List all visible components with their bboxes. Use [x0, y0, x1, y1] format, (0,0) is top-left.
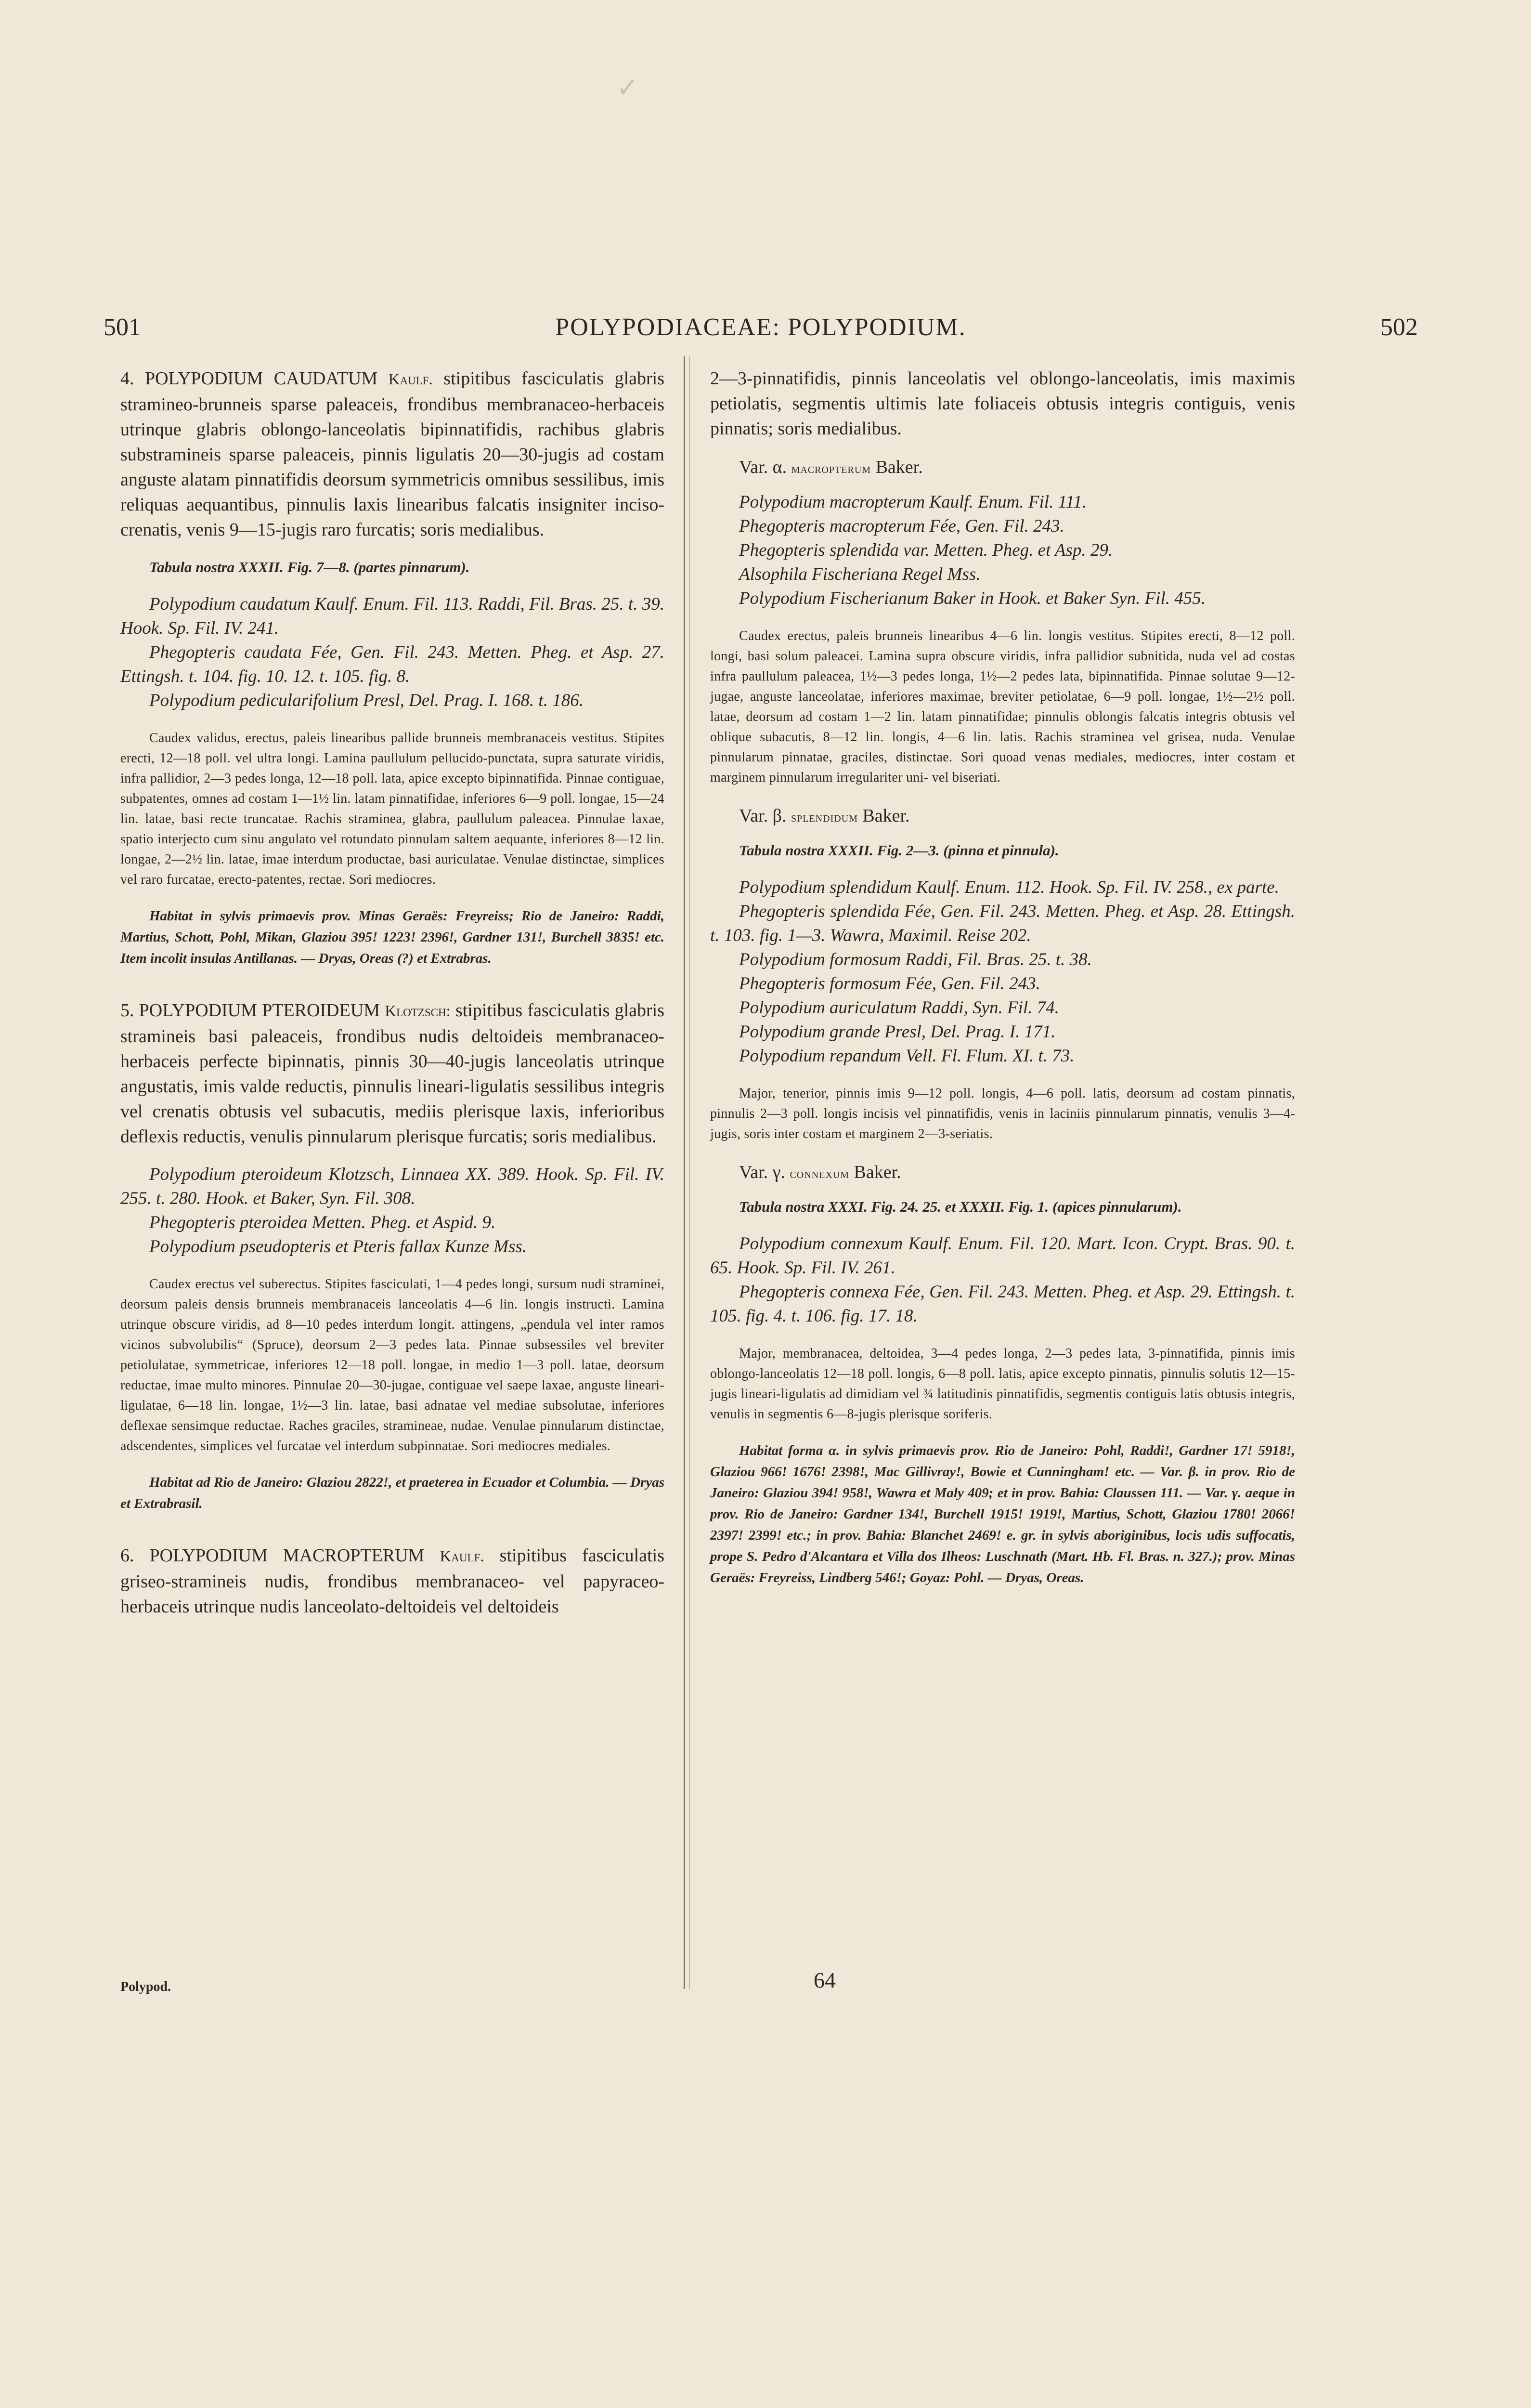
page-header [104, 313, 1418, 356]
species-6-diagnosis-text: stipitibus fasciculatis griseo-stramineis nudis, frondibus membranaceo- vel papyraceo-herbaceis utrinque nudis lanceolato-deltoideis vel deltoideis [120, 1545, 665, 1617]
species-4-diagnosis-text: stipitibus fasciculatis glabris stramineo-brunneis sparse paleaceis, frondibus membranaceo-herbaceis utrinque glabris oblongo-lanceolatis bipinnatifidis, rachibus glabris substramineis sparse paleaceis, pinnis ligulatis 20—30-jugis ad costam anguste alatam pinnatifidis deorsum symmetricis omnibus sessilibus, imis reliquas aequantibus, pinnulis laxis linearibus falcatis insigniter inciso-crenatis, venis 9—15-jugis raro furcatis; soris medialibus. [120, 368, 664, 540]
synonym: Phegopteris pteroidea Metten. Pheg. et Aspid. 9. [149, 1213, 496, 1232]
variety-author: Baker. [875, 457, 923, 477]
variety-gamma-plate-ref: Tabula nostra XXXI. Fig. 24. 25. et XXXII. Fig. 1. (apices pinnularum). [739, 1198, 1182, 1215]
variety-alpha-heading [739, 455, 1295, 482]
synonym: Phegopteris splendida Fée, Gen. Fil. 243. Metten. Pheg. et Asp. 28. Ettingsh. t. 103. fig. 1—3. Wawra, Maximil. Reise 202. [710, 902, 1295, 945]
species-6-diagnosis [120, 1543, 664, 1619]
species-6-habitat: Habitat forma α. in sylvis primaevis prov. Rio de Janeiro: Pohl, Raddi!, Gardner 17! 5918!, Glaziou 966! 1676! 2398!, Mac Gillivray!, Bowie et Cunningham! etc. — Var. β. in prov. Rio de Janeiro: Glaziou 394! 958!, Wawra et Maly 409; et in prov. Bahia: Claussen 111. — Var. γ. aeque in prov. Rio de Janeiro: Gardner 134!, Burchell 1915! 1919!, Martius, Schott, Glaziou 1780! 2066! 2397! 2399! etc.; in prov. Bahia: Blanchet 2469! e. gr. in sylvis aboriginibus, locis udis suffocatis, prope S. Pedro d'Alcantara et Villa dos Ilheos: Luschnath (Mart. Hb. Fl. Bras. n. 327.); prov. Minas Geraës: Freyreiss, Lindberg 546!; Goyaz: Pohl. — Dryas, Oreas. [710, 1443, 1295, 1585]
right-column [710, 366, 1295, 1617]
synonym: Polypodium caudatum Kaulf. Enum. Fil. 113. Raddi, Fil. Bras. 25. t. 39. Hook. Sp. Fil. IV. 241. [120, 594, 664, 638]
variety-name: splendidum [791, 810, 858, 825]
synonym: Polypodium grande Presl, Del. Prag. I. 171. [739, 1022, 1056, 1042]
species-6-author: Kaulf. [440, 1548, 484, 1565]
synonym: Polypodium pteroideum Klotzsch, Linnaea XX. 389. Hook. Sp. Fil. IV. 255. t. 280. Hook. et Baker, Syn. Fil. 308. [120, 1165, 664, 1208]
variety-name: connexum [790, 1166, 850, 1181]
species-5-diagnosis-text: stipitibus fasciculatis glabris stramineis basi paleaceis, frondibus nudis deltoideis membranaceo-herbaceis perfecte bipinnatis, pinnis 30—40-jugis lanceolatis utrinque angustatis, imis valde reductis, pinnulis lineari-ligulatis sessilibus integris vel crenatis obtusis vel subacutis, mediis plerisque laxis, inferioribus deflexis reductis, venulis pinnularum plerisque furcatis; soris medialibus. [120, 1000, 665, 1147]
synonym: Phegopteris splendida var. Metten. Pheg. et Asp. 29. [739, 540, 1113, 560]
species-4-habitat: Habitat in sylvis primaevis prov. Minas Geraës: Freyreiss; Rio de Janeiro: Raddi, Martius, Schott, Pohl, Mikan, Glaziou 395! 1223! 2396!, Gardner 131!, Burchell 3835! etc. Item incolit insulas Antillanas. — Dryas, Oreas (?) et Extrabras. [120, 908, 664, 966]
synonym: Polypodium pseudopteris et Pteris fallax Kunze Mss. [149, 1237, 527, 1256]
species-6-heading: 6. POLYPODIUM MACROPTERUM [120, 1545, 425, 1566]
variety-label: Var. α. [739, 457, 787, 477]
synonym: Polypodium repandum Vell. Fl. Flum. XI. t. 73. [739, 1046, 1075, 1066]
synonym: Polypodium auriculatum Raddi, Syn. Fil. 74. [739, 998, 1059, 1018]
species-5-description: Caudex erectus vel suberectus. Stipites fasciculati, 1—4 pedes longi, sursum nudi straminei, deorsum paleis densis brunneis membranaceis lanceolatis 4—6 lin. longis instructi. Lamina utrinque obscure viridis, ad 8—10 pedes interdum longit. attingens, „pendula vel inter ramos vicinos subvolubilis“ (Spruce), deorsum 2—3 pedes lata. Pinnae subsessiles vel breviter petiolulatae, symmetricae, inferiores 12—18 poll. longae, in medio 1—3 poll. latae, deorsum reductae, imae multo minores. Pinnulae 20—30-jugae, contiguae vel saepe laxae, anguste lineari-ligulatae, 6—18 lin. longae, 1½—3 lin. latae, basi adnatae vel mediae subsolutae, inferiores deflexae sensimque reductae. Raches graciles, stramineae, nudae. Venulae pinnularum distinctae, adscendentes, simplices vel furcatae vel interdum subpinnatae. Sori mediocres mediales. [120, 1277, 664, 1453]
variety-beta-heading [739, 803, 1295, 830]
running-title: POLYPODIACEAE: POLYPODIUM. [555, 314, 966, 341]
synonym: Phegopteris formosum Fée, Gen. Fil. 243. [739, 974, 1040, 994]
species-4-diagnosis [120, 366, 664, 542]
variety-beta-synonyms [710, 876, 1295, 1068]
species-4-plate-ref: Tabula nostra XXXII. Fig. 7—8. (partes pinnarum). [149, 559, 470, 576]
synonym: Polypodium splendidum Kaulf. Enum. 112. Hook. Sp. Fil. IV. 258., ex parte. [739, 877, 1279, 897]
column-divider [684, 356, 685, 1989]
pencil-mark: ✓ [616, 73, 639, 103]
synonym: Polypodium macropterum Kaulf. Enum. Fil. 111. [739, 492, 1087, 512]
species-4-author: Kaulf. [388, 371, 433, 388]
variety-alpha-description: Caudex erectus, paleis brunneis linearibus 4—6 lin. longis vestitus. Stipites erecti, 8—12 poll. longi, basi solum paleacei. Lamina supra obscure viridis, infra pallidior subnitida, nuda vel ad costas infra paullulum paleacea, 1½—3 pedes longa, 1½—2 pedes lata, bipinnatifida. Pinnae solutae 9—12-jugae, anguste lanceolatae, inferiores maximae, breviter petiolatae, 6—9 poll. longae, 1½—2½ poll. latae, deorsum ad costam 1—2 lin. latam pinnatifidae; pinnulis oblongis falcatis integris obtusis vel oblique subacutis, 8—12 lin. longis, 4—6 lin. latis. Rachis straminea vel grisea, nuda. Venulae pinnularum pinnatae, graciles, distinctae. Sori quoad venas mediales, mediocres, inter costam et marginem pinnularum irregulariter uni- vel biseriati. [710, 628, 1295, 785]
variety-author: Baker. [854, 1162, 901, 1182]
species-5-heading: 5. POLYPODIUM PTEROIDEUM [120, 1000, 380, 1021]
variety-gamma-synonyms [710, 1232, 1295, 1328]
synonym: Polypodium connexum Kaulf. Enum. Fil. 120. Mart. Icon. Crypt. Bras. 90. t. 65. Hook. Sp. Fil. IV. 261. [710, 1234, 1295, 1278]
synonym: Phegopteris caudata Fée, Gen. Fil. 243. Metten. Pheg. et Asp. 27. Ettingsh. t. 104. fig. 10. 12. t. 105. fig. 8. [120, 642, 664, 686]
species-5-habitat: Habitat ad Rio de Janeiro: Glaziou 2822!, et praeterea in Ecuador et Columbia. — Dryas et Extrabrasil. [120, 1475, 664, 1511]
species-4-synonyms [120, 592, 664, 713]
synonym: Polypodium Fischerianum Baker in Hook. et Baker Syn. Fil. 455. [739, 589, 1206, 608]
variety-gamma-description: Major, membranacea, deltoidea, 3—4 pedes longa, 2—3 pedes lata, 3-pinnatifida, pinnis imis oblongo-lanceolatis 12—18 poll. longis, 6—8 poll. latis, apice excepto pinnatis, pinnulis solutis 12—15-jugis lineari-ligulatis ad dimidiam vel ¾ latitudinis pinnatifidis, segmentis contiguis latis obtusis integris, venulis in segmentis 6—8-jugis plerisque soriferis. [710, 1346, 1295, 1422]
fascicle-number: 64 [814, 1968, 836, 1992]
left-column [120, 366, 664, 1633]
synonym: Alsophila Fischeriana Regel Mss. [739, 564, 981, 584]
species-4-description: Caudex validus, erectus, paleis linearibus pallide brunneis membranaceis vestitus. Stipites erecti, 12—18 poll. vel ultra longi. Lamina paullulum pellucido-punctata, supra saturate viridis, infra pallidior, 2—3 pedes longa, 12—18 poll. lata, apice excepto bipinnatifida. Pinnae contiguae, subpatentes, omnes ad costam 1—1½ lin. latam pinnatifidae, inferiores 6—9 poll. longae, 15—24 lin. latae, basi recte truncatae. Rachis straminea, glabra, paullulum paleacea. Pinnulae laxae, spatio interjecto cum sinu angulato vel rotundato pinnulam saltem aequante, inferiores 8—12 lin. longae, 2—2½ lin. latae, imae interdum productae, basi auriculatae. Venulae distinctae, simplices vel raro furcatae, erecto-patentes, rectae. Sori mediocres. [120, 731, 664, 887]
synonym: Polypodium formosum Raddi, Fil. Bras. 25. t. 38. [739, 950, 1092, 969]
species-5-author: Klotzsch: [385, 1003, 451, 1020]
variety-gamma-heading [739, 1160, 1295, 1187]
species-5-synonyms [120, 1163, 664, 1259]
species-6-diagnosis-continued: 2—3-pinnatifidis, pinnis lanceolatis vel oblongo-lanceolatis, imis maximis petiolatis, segmentis ultimis late foliaceis obtusis integris contiguis, venis pinnatis; soris medialibus. [710, 368, 1295, 439]
species-4-heading: 4. POLYPODIUM CAUDATUM [120, 368, 378, 389]
variety-beta-description: Major, tenerior, pinnis imis 9—12 poll. longis, 4—6 poll. latis, deorsum ad costam pinnatis, pinnulis 2—3 poll. longis incisis vel pinnatifidis, venis in laciniis pinnularum pinnatis, venulis 3—4-jugis, soris inter costam et marginem 2—3-seriatis. [710, 1086, 1295, 1141]
variety-label: Var. γ. [739, 1162, 785, 1182]
variety-name: macropterum [791, 461, 871, 476]
variety-label: Var. β. [739, 806, 787, 826]
page-number-left: 501 [104, 314, 141, 341]
variety-alpha-synonyms [710, 490, 1295, 611]
species-5-diagnosis [120, 998, 664, 1149]
variety-author: Baker. [862, 806, 910, 826]
synonym: Phegopteris connexa Fée, Gen. Fil. 243. Metten. Pheg. et Asp. 29. Ettingsh. t. 105. fig. 4. t. 106. fig. 17. 18. [710, 1282, 1295, 1326]
signature-mark: Polypod. [120, 1979, 171, 1994]
page-number-right: 502 [1380, 314, 1418, 341]
column-divider-thin [689, 356, 690, 1989]
synonym: Phegopteris macropterum Fée, Gen. Fil. 243. [739, 516, 1064, 536]
variety-beta-plate-ref: Tabula nostra XXXII. Fig. 2—3. (pinna et pinnula). [739, 842, 1059, 859]
synonym: Polypodium pedicularifolium Presl, Del. Prag. I. 168. t. 186. [149, 691, 584, 710]
